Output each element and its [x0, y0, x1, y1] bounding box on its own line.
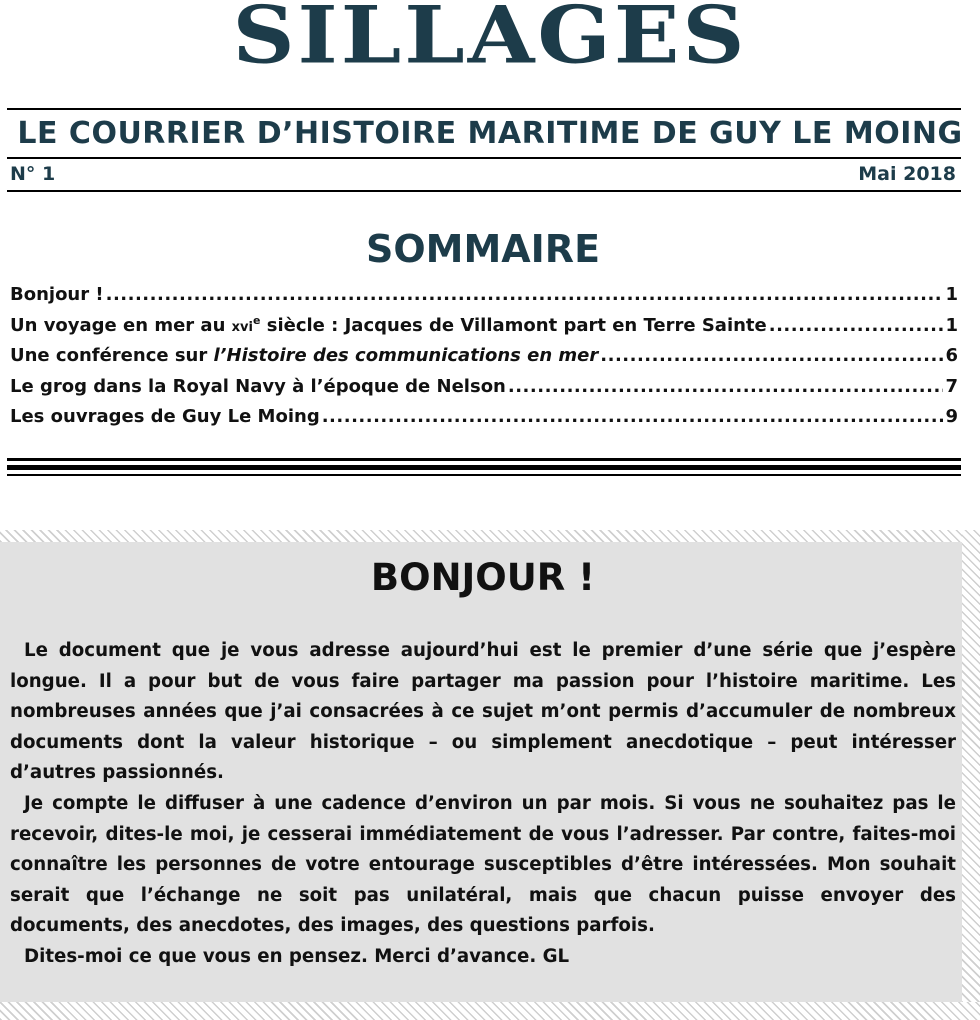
- toc-leader-dots: [769, 311, 944, 341]
- divider: [7, 157, 961, 159]
- toc-entry[interactable]: [10, 402, 958, 433]
- toc-entry-label: Un voyage en mer au xvi$^e$ siècle : Jacques de Villamont part en Terre Sainte: [10, 313, 767, 336]
- toc-leader-dots: [106, 280, 944, 310]
- section-separator: [7, 458, 961, 476]
- toc-page-number: 9: [945, 406, 958, 427]
- toc-entry[interactable]: [10, 311, 958, 342]
- toc-page-number: 6: [945, 345, 958, 366]
- toc-leader-dots: [600, 341, 943, 371]
- paragraph: Dites-moi ce que vous en pensez. Merci d’avance. GL: [24, 945, 570, 967]
- toc-heading: SOMMAIRE: [365, 227, 601, 271]
- toc-page-number: 7: [945, 375, 958, 397]
- toc-entry-label: Bonjour !: [10, 284, 104, 305]
- paragraph: Le document que je vous adresse aujourd’hui est le premier d’une série que j’espère longue. Il a pour but de vous faire partager ma passion pour l’histoire maritime. Les nombreuses années que j’ai consacrées à ce sujet m’ont permis d’accumuler de nombreux documents dont la valeur historique – ou simplement anecdotique – peut intéresser d’autres passionnés.: [10, 640, 956, 784]
- toc-entry[interactable]: [10, 341, 958, 372]
- toc-entry-label: Le grog dans la Royal Navy à l’époque de Nelson: [10, 375, 506, 397]
- hatched-border: [0, 1002, 980, 1020]
- toc-entry-label: Les ouvrages de Guy Le Moing: [10, 406, 320, 427]
- issue-info-row: [10, 160, 956, 188]
- toc-leader-dots: [322, 402, 944, 432]
- section-heading: BONJOUR !: [370, 556, 596, 599]
- paragraph: Je compte le diffuser à une cadence d’environ un par mois. Si vous ne souhaitez pas le recevoir, dites-le moi, je cesserai immédiatement de vous l’adresser. Par contre, faites-moi connaître les personnes de votre entourage susceptibles d’être intéressées. Mon souhait serait que l’échange ne soit pas unilatéral, mais que chacun puisse envoyer des documents, des anecdotes, des images, des questions parfois.: [10, 792, 956, 937]
- divider: [7, 190, 961, 192]
- toc-page-number: 1: [945, 284, 958, 305]
- newsletter-title: SILLAGES: [232, 0, 748, 82]
- toc-entry[interactable]: [10, 280, 958, 311]
- hatched-border: [0, 530, 980, 542]
- newsletter-subtitle: LE COURRIER D’HISTOIRE MARITIME DE GUY LE MOING: [17, 116, 963, 151]
- toc-leader-dots: [508, 372, 944, 402]
- toc-entry-label: Une conférence sur l’Histoire des communications en mer: [10, 345, 599, 366]
- toc-entry[interactable]: [10, 372, 958, 403]
- bonjour-body: [10, 636, 956, 973]
- table-of-contents: [10, 280, 958, 433]
- divider: [7, 108, 961, 110]
- toc-page-number: 1: [945, 314, 958, 336]
- issue-number: N° 1: [10, 163, 56, 185]
- issue-date: Mai 2018: [858, 163, 956, 185]
